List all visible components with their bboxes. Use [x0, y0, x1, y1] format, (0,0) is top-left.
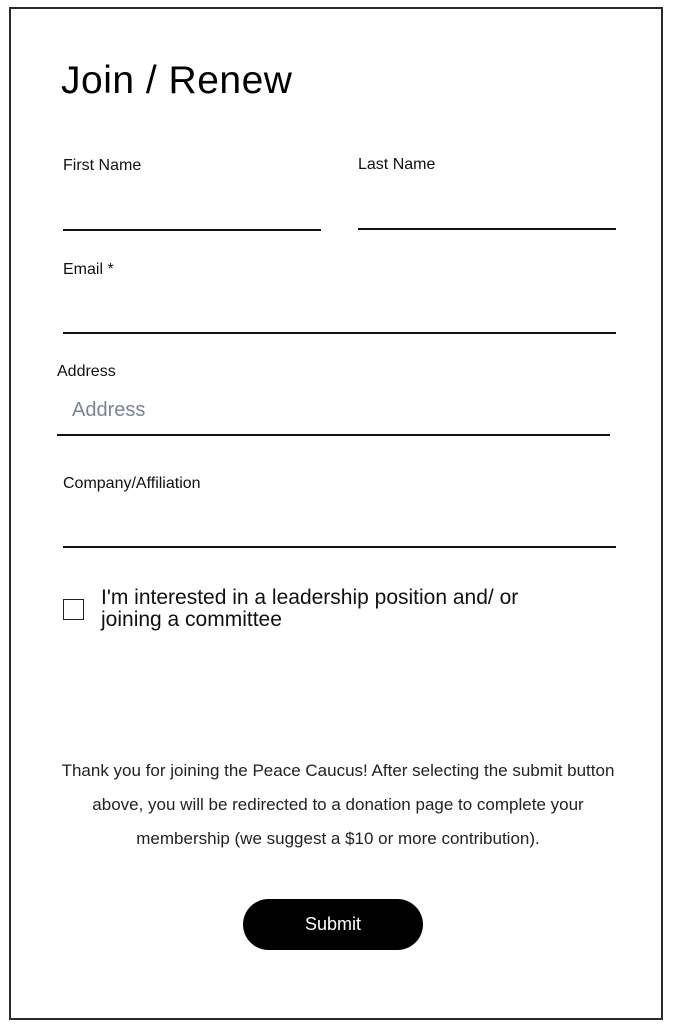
email-label: Email *	[63, 261, 114, 278]
company-affiliation-input[interactable]	[63, 507, 616, 548]
address-input[interactable]	[57, 393, 610, 436]
leadership-checkbox[interactable]	[63, 599, 84, 620]
first-name-label: First Name	[63, 157, 142, 174]
thank-you-text: Thank you for joining the Peace Caucus! After selecting the submit button above, you will be redirected to a donation page to complete your membership (we suggest a $10 or more contribution).	[61, 761, 615, 848]
last-name-label: Last Name	[358, 156, 436, 173]
address-label: Address	[57, 363, 116, 380]
first-name-input[interactable]	[63, 190, 321, 231]
page-title: Join / Renew	[61, 59, 293, 102]
last-name-input[interactable]	[358, 189, 616, 230]
email-input[interactable]	[63, 293, 616, 334]
leadership-checkbox-label[interactable]: I'm interested in a leadership position and/ or joining a committee	[101, 586, 519, 631]
company-affiliation-label: Company/Affiliation	[63, 475, 201, 492]
submit-button[interactable]: Submit	[243, 899, 423, 950]
